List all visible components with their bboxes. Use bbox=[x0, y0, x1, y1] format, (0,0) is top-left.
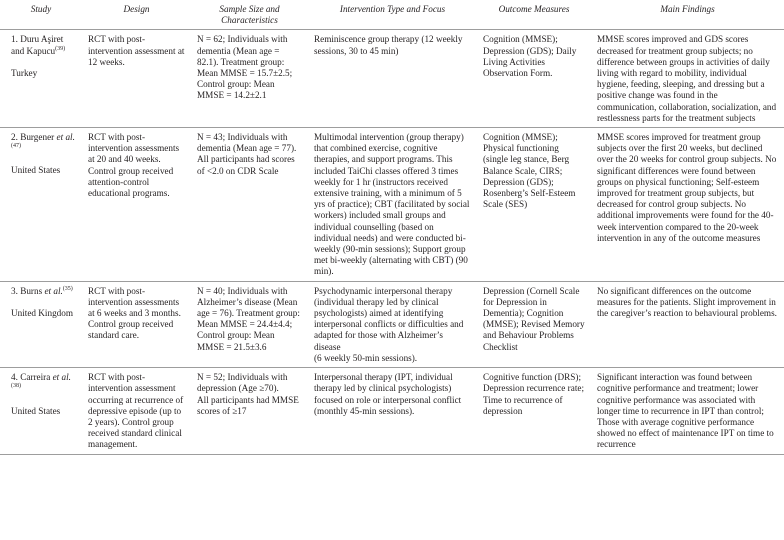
header-outcome: Outcome Measures bbox=[477, 0, 591, 30]
intervention-extra: (6 weekly 50-min sessions). bbox=[314, 352, 418, 363]
study-name: 4. Carreira bbox=[11, 372, 51, 383]
design-cell: RCT with post-intervention assessment at 12 weeks. bbox=[82, 30, 191, 128]
study-etal: et al. bbox=[44, 285, 63, 296]
study-name: 3. Burns bbox=[11, 285, 43, 296]
intervention-cell bbox=[308, 281, 477, 367]
design-cell: RCT with post-intervention assessments at 6 weeks and 3 months. Control group received standard care. bbox=[82, 281, 191, 367]
findings-cell: MMSE scores improved for treatment group subjects over the first 20 weeks, but declined over the 20 weeks for control group subjects. No significant differences were found between groups on physical functioning; Self-esteem improved for treatment group subjects, but decreased for control group subjects. No additional improvements were found for the 40-week intervention compared to the 20-week intervention in any of the outcome measures bbox=[591, 128, 784, 282]
outcome-cell: Cognition (MMSE); Depression (GDS); Daily Living Activities Observation Form. bbox=[477, 30, 591, 128]
study-ref: (38) bbox=[11, 383, 21, 390]
intervention-cell: Multimodal intervention (group therapy) that combined exercise, cognitive therapies, and support programs. This included TaiChi classes offered 3 times weekly for 1 hr (instructors received extensive training, with a minimum of 5 yrs of practice); CBT (facilitated by social workers) included small groups and individual counselling (based on individual needs) and were conducted bi-weekly (90-min sessions); Support group met bi-weekly (alternating with CBT) (90 min). bbox=[308, 128, 477, 282]
sample-text: N = 62; Individuals with dementia (Mean age = 82.1). Treatment group: Mean MMSE = 15.7±2.5; bbox=[197, 34, 293, 79]
study-country: United States bbox=[11, 165, 61, 176]
header-design: Design bbox=[82, 0, 191, 30]
study-etal: et al. bbox=[56, 132, 75, 143]
study-etal: et al. bbox=[52, 372, 71, 383]
table-row bbox=[0, 128, 784, 282]
sample-cell bbox=[191, 30, 308, 128]
table-row bbox=[0, 281, 784, 367]
sample-text: N = 43; Individuals with dementia (Mean age = 77). bbox=[197, 132, 297, 154]
findings-cell: MMSE scores improved and GDS scores decreased for treatment group subjects; no difference between groups in activities of daily living with regard to mobility, individual hygiene, feeding, sleeping, and dressing but a positive change was found in the communication, collaboration, socialization, and restlessness parts for the treatment subjects bbox=[591, 30, 784, 128]
study-cell bbox=[0, 30, 82, 128]
intervention-text: Psychodynamic interpersonal therapy (individual therapy led by clinical psychologists) aimed at identifying interpersonal conflicts or difficulties and adapted for those with Alzheimer’s disease bbox=[314, 285, 464, 352]
table-row bbox=[0, 30, 784, 128]
header-intervention: Intervention Type and Focus bbox=[308, 0, 477, 30]
sample-extra: All participants had scores of <2.0 on CDR Scale bbox=[197, 154, 295, 176]
study-name: 2. Burgener bbox=[11, 132, 55, 143]
sample-extra: All participants had MMSE scores of ≥17 bbox=[197, 394, 299, 416]
study-name: 1. Duru Aşiret and Kapucu bbox=[11, 34, 64, 56]
design-cell: RCT with post-intervention assessment occurring at recurrence of depressive episode (up to 2 years). Control group received standard clinical management. bbox=[82, 368, 191, 454]
findings-cell: Significant interaction was found between cognitive performance and treatment; lower cognitive performance was associated with longer time to recurrence in IPT than control; Those with average cognitive performance showed no effect of maintenance IPT on time to recurrence bbox=[591, 368, 784, 454]
findings-cell: No significant differences on the outcome measures for the patients. Slight improvement in the caregiver’s reaction to behavioural problems. bbox=[591, 281, 784, 367]
header-row bbox=[0, 0, 784, 30]
intervention-cell: Reminiscence group therapy (12 weekly sessions, 30 to 45 min) bbox=[308, 30, 477, 128]
design-cell: RCT with post-intervention assessments at 20 and 40 weeks. Control group received attention-control educational programs. bbox=[82, 128, 191, 282]
study-country: Turkey bbox=[11, 67, 38, 78]
table-body bbox=[0, 30, 784, 454]
study-ref: (47) bbox=[11, 143, 21, 150]
study-country: United States bbox=[11, 405, 61, 416]
header-findings: Main Findings bbox=[591, 0, 784, 30]
header-sample: Sample Size and Characteristics bbox=[191, 0, 308, 30]
study-ref: (39) bbox=[55, 45, 66, 52]
table-header bbox=[0, 0, 784, 30]
intervention-cell: Interpersonal therapy (IPT, individual therapy led by clinical psychologists) focused on role or interpersonal conflict (monthly 45-min sessions). bbox=[308, 368, 477, 454]
study-cell bbox=[0, 368, 82, 454]
table-row bbox=[0, 368, 784, 454]
study-cell bbox=[0, 281, 82, 367]
study-cell bbox=[0, 128, 82, 282]
study-country: United Kingdom bbox=[11, 307, 74, 318]
sample-cell: N = 40; Individuals with Alzheimer’s disease (Mean age = 76). Treatment group: Mean MMSE = 24.4±4.4; Control group: Mean MMSE = 21.5±3.6 bbox=[191, 281, 308, 367]
study-ref: (35) bbox=[62, 285, 73, 292]
sample-cell bbox=[191, 128, 308, 282]
sample-cell bbox=[191, 368, 308, 454]
sample-text: N = 52; Individuals with depression (Age ≥70). bbox=[197, 372, 288, 394]
sample-extra: Control group: Mean MMSE = 14.2±2.1 bbox=[197, 79, 275, 101]
outcome-cell: Cognition (MMSE); Physical functioning (single leg stance, Berg Balance Scale, CIRS; Depression (GDS); Rosenberg’s Self-Esteem Scale (SES) bbox=[477, 128, 591, 282]
outcome-cell: Depression (Cornell Scale for Depression in Dementia); Cognition (MMSE); Revised Memory and Behaviour Problems Checklist bbox=[477, 281, 591, 367]
outcome-cell: Cognitive function (DRS); Depression recurrence rate; Time to recurrence of depression bbox=[477, 368, 591, 454]
header-study: Study bbox=[0, 0, 82, 30]
